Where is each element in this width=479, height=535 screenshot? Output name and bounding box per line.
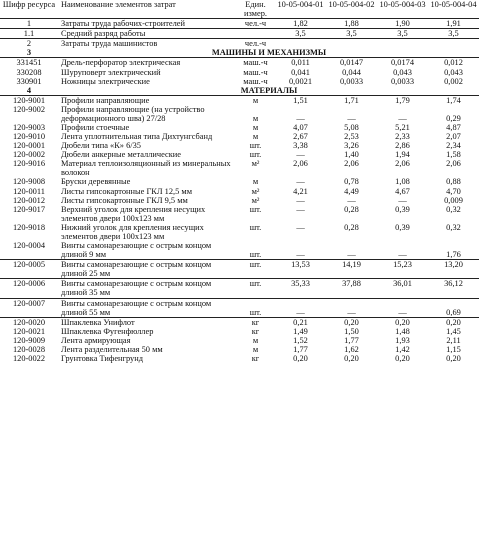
unit-of-measure: шт. — [236, 260, 275, 279]
value-col-2: 1,50 — [344, 326, 359, 336]
table-row — [0, 196, 479, 205]
value-col-4: 0,88 — [446, 177, 461, 187]
resource-name: Дюбели типа «К» 6/35 — [61, 141, 141, 151]
resource-code: 330901 — [16, 76, 42, 86]
unit-of-measure: м — [252, 335, 259, 345]
value-col-4: 0,20 — [428, 317, 479, 327]
resource-name: Винты самонарезающие с острым концом длиной 9 мм — [61, 241, 212, 260]
value-col-3: 1,94 — [395, 150, 410, 160]
value-col-4: 0,20 — [446, 353, 461, 363]
resource-code: 120-0006 — [0, 279, 58, 298]
value-col-3: 2,06 — [395, 159, 410, 169]
value-col-4: 2,07 — [446, 132, 461, 142]
resource-code: 120-9016 — [12, 159, 46, 169]
section-title: МАШИНЫ И МЕХАНИЗМЫ — [58, 48, 479, 58]
value-col-2: 5,08 — [344, 123, 359, 133]
table-row — [0, 123, 479, 132]
value-col-3: 1,42 — [395, 344, 410, 354]
resource-name: Лента уплотнительная типа Дихтунгсбанд — [61, 132, 213, 142]
table-row — [0, 327, 479, 336]
value-col-1: 0,20 — [293, 353, 308, 363]
unit-of-measure: шт. — [249, 222, 262, 232]
value-col-2: — — [326, 298, 377, 317]
resource-code: 120-0021 — [12, 326, 46, 336]
value-col-1: 1,49 — [293, 326, 308, 336]
resource-code: 120-9009 — [12, 335, 46, 345]
value-col-3: 0,0033 — [390, 76, 415, 86]
value-col-1: 35,33 — [275, 279, 326, 298]
resource-name: Ножницы электрические — [61, 76, 150, 86]
value-col-1: 2,67 — [293, 132, 308, 142]
value-col-1: 1,77 — [293, 344, 308, 354]
table-row — [0, 298, 479, 317]
value-col-2: 0,28 — [344, 222, 359, 232]
resource-code: 120-0001 — [12, 141, 46, 151]
value-col-3: 0,39 — [395, 222, 410, 232]
resource-name: Материал теплоизоляционный из минеральных волокон — [61, 159, 231, 178]
value-col-2: 0,78 — [344, 177, 359, 187]
value-col-1: 0,21 — [275, 317, 326, 327]
resource-name: Верхний уголок для крепления несущих элементов двери 100х123 мм — [61, 204, 206, 223]
value-col-4: 4,70 — [446, 186, 461, 196]
value-col-2: 0,0147 — [326, 58, 377, 68]
resource-name: Профили стоечные — [61, 123, 130, 133]
resource-name: Винты самонарезающие с острым концом длиной 55 мм — [58, 298, 236, 317]
value-col-4: 0,69 — [428, 298, 479, 317]
value-col-1: — — [296, 250, 305, 260]
table-row — [0, 345, 479, 354]
resource-name: Листы гипсокартонные ГКЛ 9,5 мм — [61, 195, 188, 205]
value-col-2: 3,26 — [344, 141, 359, 151]
value-col-3: 1,93 — [395, 335, 410, 345]
value-col-1: 3,5 — [275, 29, 326, 39]
resource-code: 120-0022 — [12, 353, 46, 363]
resource-code: 120-9008 — [12, 177, 46, 187]
table-row — [0, 29, 479, 39]
value-col-3: 15,23 — [377, 260, 428, 279]
unit-of-measure: кг — [251, 326, 260, 336]
table-row — [0, 317, 479, 327]
value-col-3: 36,01 — [377, 279, 428, 298]
resource-code: 120-0004 — [12, 241, 46, 251]
value-col-2: — — [347, 195, 356, 205]
value-col-2: 4,49 — [344, 186, 359, 196]
resource-code: 120-0028 — [12, 344, 46, 354]
value-col-4: 2,11 — [446, 335, 461, 345]
value-col-3: 4,67 — [395, 186, 410, 196]
value-col-1: — — [296, 222, 305, 232]
resource-code: 120-9002 — [12, 104, 46, 114]
table-header — [0, 0, 479, 19]
resource-code: 120-9018 — [12, 222, 46, 232]
header-col-4: 10-05-004-04 — [428, 0, 479, 19]
resource-code: 2 — [0, 39, 58, 49]
table-row — [0, 159, 479, 177]
value-col-4: 0,29 — [446, 113, 461, 123]
value-col-3: 0,20 — [395, 353, 410, 363]
table-row — [0, 336, 479, 345]
value-col-3 — [377, 39, 428, 49]
section-row — [0, 86, 479, 96]
value-col-4: 0,009 — [444, 195, 463, 205]
value-col-4: 0,32 — [446, 204, 461, 214]
value-col-3: 3,5 — [377, 29, 428, 39]
resource-name: Затраты труда рабочих-строителей — [61, 19, 185, 29]
value-col-4: 2,34 — [446, 141, 461, 151]
resource-name: Профили направляющие — [58, 95, 236, 105]
table-row — [0, 187, 479, 196]
table-row — [0, 205, 479, 223]
value-col-3: 0,39 — [395, 204, 410, 214]
value-col-3: 0,0174 — [377, 58, 428, 68]
unit-of-measure: м² — [251, 195, 260, 205]
value-col-3: 2,33 — [395, 132, 410, 142]
value-col-4: 0,32 — [446, 222, 461, 232]
unit-of-measure: м — [252, 344, 259, 354]
table-row — [0, 223, 479, 241]
unit-of-measure: шт. — [249, 150, 262, 160]
table-row — [0, 77, 479, 86]
value-col-2: 2,06 — [344, 159, 359, 169]
header-col-1: 10-05-004-01 — [275, 0, 326, 19]
value-col-4: 13,20 — [428, 260, 479, 279]
value-col-4: 1,91 — [446, 19, 461, 29]
unit-of-measure — [236, 29, 275, 39]
value-col-3: 1,90 — [395, 19, 410, 29]
resource-name: Шпаклевка Фугенфюллер — [61, 326, 154, 336]
resource-code: 120-9003 — [12, 123, 46, 133]
header-unit: Един. измер. — [236, 0, 275, 19]
value-col-3: 0,20 — [377, 317, 428, 327]
value-col-4 — [428, 39, 479, 49]
section-number: 4 — [0, 86, 58, 96]
unit-of-measure: чел.-ч — [236, 39, 275, 49]
resource-name: Бруски деревянные — [61, 177, 131, 187]
unit-of-measure: м² — [251, 159, 260, 169]
value-col-4: 0,002 — [444, 76, 463, 86]
value-col-1: — — [296, 195, 305, 205]
unit-of-measure: м — [252, 132, 259, 142]
value-col-3: 5,21 — [395, 123, 410, 133]
unit-of-measure: маш.-ч — [236, 58, 275, 68]
unit-of-measure: шт. — [249, 250, 262, 260]
value-col-1: 0,0021 — [288, 76, 313, 86]
value-col-1: 13,53 — [275, 260, 326, 279]
value-col-4: 36,12 — [428, 279, 479, 298]
value-col-4: 3,5 — [428, 29, 479, 39]
value-col-1: — — [275, 298, 326, 317]
table-row — [0, 105, 479, 123]
resource-name: Грунтовка Тифенгрунд — [61, 353, 143, 363]
value-col-4: 0,012 — [428, 58, 479, 68]
resource-code: 120-9001 — [0, 95, 58, 105]
table-row — [0, 39, 479, 49]
value-col-2: 1,88 — [344, 19, 359, 29]
value-col-1: 1,51 — [275, 95, 326, 105]
value-col-2: 37,88 — [326, 279, 377, 298]
resource-name: Лента армирующая — [61, 335, 131, 345]
section-row — [0, 48, 479, 58]
value-col-2: 0,20 — [326, 317, 377, 327]
value-col-2: 1,77 — [344, 335, 359, 345]
value-col-1: 1,82 — [293, 19, 308, 29]
resource-code: 1 — [26, 19, 32, 29]
resource-code: 120-0011 — [13, 186, 45, 196]
resource-name: Шпаклевка Унифлот — [58, 317, 236, 327]
value-col-4: 1,76 — [446, 250, 461, 260]
table-row — [0, 68, 479, 77]
table-row — [0, 19, 479, 29]
unit-of-measure: кг — [236, 317, 275, 327]
table-row — [0, 260, 479, 279]
value-col-3: — — [398, 250, 407, 260]
unit-of-measure: чел.-ч — [244, 19, 267, 29]
table-row — [0, 279, 479, 298]
header-code: Шифр ресурса — [0, 0, 58, 19]
value-col-3: — — [377, 298, 428, 317]
value-col-1: 0,041 — [291, 67, 310, 77]
section-title: МАТЕРИАЛЫ — [58, 86, 479, 96]
section-number: 3 — [0, 48, 58, 58]
value-col-2: 3,5 — [326, 29, 377, 39]
value-col-1: — — [296, 150, 305, 160]
value-col-3: — — [398, 195, 407, 205]
table-row — [0, 58, 479, 68]
value-col-4: 0,043 — [444, 67, 463, 77]
header-col-3: 10-05-004-03 — [377, 0, 428, 19]
resource-code: 120-9010 — [12, 132, 46, 142]
resource-name: Дюбели анкерные металлические — [61, 150, 182, 160]
table-row — [0, 141, 479, 150]
unit-of-measure: м — [252, 113, 259, 123]
value-col-2: — — [347, 113, 356, 123]
value-col-4: 1,45 — [446, 326, 461, 336]
unit-of-measure: маш.-ч — [243, 76, 268, 86]
value-col-1: — — [296, 204, 305, 214]
unit-of-measure: шт. — [236, 298, 275, 317]
value-col-2: 0,0033 — [339, 76, 364, 86]
resource-name: Винты самонарезающие с острым концом длиной 25 мм — [58, 260, 236, 279]
header-name: Наименование элементов затрат — [58, 0, 236, 19]
value-col-3: 1,79 — [377, 95, 428, 105]
value-col-2: 0,28 — [344, 204, 359, 214]
resource-code: 120-0020 — [0, 317, 58, 327]
resource-name: Нижний уголок для крепления несущих элементов двери 100х123 мм — [61, 222, 204, 241]
resource-name: Дрель-перфоратор электрическая — [58, 58, 236, 68]
table-row — [0, 150, 479, 159]
value-col-1 — [275, 39, 326, 49]
value-col-4: 2,06 — [446, 159, 461, 169]
value-col-2: 14,19 — [326, 260, 377, 279]
resource-name: Затраты труда машинистов — [58, 39, 236, 49]
value-col-1: 3,38 — [293, 141, 308, 151]
value-col-1: 0,011 — [275, 58, 326, 68]
table-row — [0, 354, 479, 363]
resource-name: Средний разряд работы — [58, 29, 236, 39]
value-col-1: — — [296, 177, 305, 187]
unit-of-measure: шт. — [236, 279, 275, 298]
unit-of-measure: кг — [251, 353, 260, 363]
table-row — [0, 132, 479, 141]
resource-name: Листы гипсокартонные ГКЛ 12,5 мм — [61, 186, 192, 196]
header-col-2: 10-05-004-02 — [326, 0, 377, 19]
value-col-2: 2,53 — [344, 132, 359, 142]
value-col-1: 1,52 — [293, 335, 308, 345]
unit-of-measure: шт. — [249, 141, 262, 151]
value-col-4: 1,15 — [446, 344, 461, 354]
value-col-2 — [326, 39, 377, 49]
unit-of-measure: маш.-ч — [243, 67, 268, 77]
value-col-4: 4,87 — [446, 123, 461, 133]
value-col-4: 1,74 — [428, 95, 479, 105]
value-col-3: 1,08 — [395, 177, 410, 187]
resource-name: Шуруповерт электрический — [61, 67, 161, 77]
value-col-2: 1,71 — [326, 95, 377, 105]
value-col-1: — — [296, 113, 305, 123]
value-col-2: 1,62 — [344, 344, 359, 354]
table-row — [0, 241, 479, 260]
resource-name: Профили направляющие (на устройство деформационного шва) 27/28 — [61, 104, 205, 123]
resource-code: 120-9017 — [12, 204, 46, 214]
value-col-3: 2,86 — [395, 141, 410, 151]
value-col-1: 4,21 — [293, 186, 308, 196]
table-row — [0, 177, 479, 186]
table-body — [0, 19, 479, 363]
unit-of-measure: м — [236, 95, 275, 105]
value-col-2: 0,044 — [342, 67, 361, 77]
unit-of-measure: м — [252, 177, 259, 187]
table-row — [0, 95, 479, 105]
value-col-1: 4,07 — [293, 123, 308, 133]
value-col-2: 1,40 — [344, 150, 359, 160]
value-col-2: 0,20 — [344, 353, 359, 363]
resource-code: 1.1 — [0, 29, 58, 39]
resource-code: 331451 — [0, 58, 58, 68]
resource-code: 120-0012 — [12, 195, 46, 205]
resource-code: 120-0002 — [12, 150, 46, 160]
resource-name: Винты самонарезающие с острым концом длиной 35 мм — [58, 279, 236, 298]
value-col-1: 2,06 — [293, 159, 308, 169]
resource-code: 120-0007 — [0, 298, 58, 317]
unit-of-measure: м² — [251, 186, 260, 196]
value-col-2: — — [347, 250, 356, 260]
value-col-3: 0,043 — [393, 67, 412, 77]
resource-code: 120-0005 — [0, 260, 58, 279]
value-col-3: 1,48 — [395, 326, 410, 336]
resource-name: Лента разделительная 50 мм — [61, 344, 163, 354]
unit-of-measure: м — [252, 123, 259, 133]
resource-code: 330208 — [16, 67, 42, 77]
unit-of-measure: шт. — [249, 204, 262, 214]
value-col-3: — — [398, 113, 407, 123]
value-col-4: 1,58 — [446, 150, 461, 160]
